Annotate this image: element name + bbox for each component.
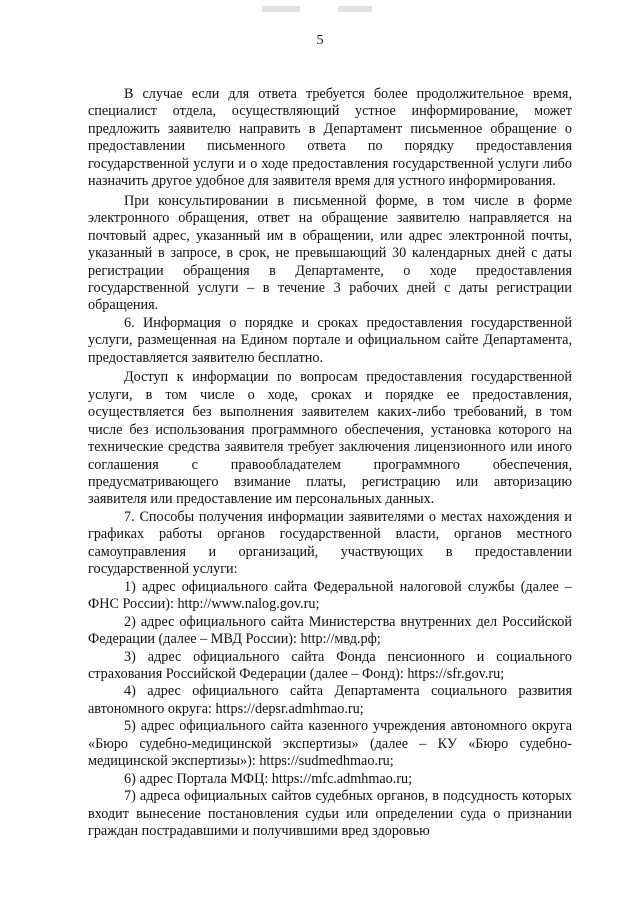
list-item-depsr: 4) адрес официального сайта Департамента социального развития автономного округа: https://depsr.admhmao.ru; xyxy=(88,683,572,717)
list-item-fns: 1) адрес официального сайта Федеральной налоговой службы (далее – ФНС России): http://www.nalog.gov.ru; xyxy=(88,578,572,613)
paragraph-access-to-info: Доступ к информации по вопросам предоставления государственной услуги, в том числе о ходе, сроках и порядке ее предоставления, осуществляется без выполнения заявителем каких-либо требований, в том числе без использования программного обеспечения, установка которого на технические средства заявителя требует заключения лицензионного или иного соглашения с правообладателем программного обеспечения, предусматривающего взимание платы, регистрацию или авторизацию заявителя или предоставление им персональных данных. xyxy=(88,369,572,508)
scan-artifact xyxy=(262,6,300,12)
document-body xyxy=(88,86,572,840)
paragraph-written-consultation: При консультировании в письменной форме, в том числе в форме электронного обращения, ответ на обращение заявителю направляется на почтовый адрес, указанный им в обращении, или адрес электронной почты, указанный в запросе, в срок, не превышающий 30 календарных дней с даты регистрации обращения в Департаменте, о ходе предоставления государственной услуги – в течение 3 рабочих дней с даты регистрации обращения. xyxy=(88,192,572,314)
paragraph-item-6: 6. Информация о порядке и сроках предоставления государственной услуги, размещенная на Едином портале и официальном сайте Департамента, предоставляется заявителю бесплатно. xyxy=(88,314,572,366)
list-item-mfc: 6) адрес Портала МФЦ: https://mfc.admhmao.ru; xyxy=(124,770,413,787)
list-item-mvd: 2) адрес официального сайта Министерства внутренних дел Российской Федерации (далее – МВД России): http://мвд.рф; xyxy=(88,613,572,648)
list-item-fund: 3) адрес официального сайта Фонда пенсионного и социального страхования Российской Федерации (далее – Фонд): https://sfr.gov.ru; xyxy=(88,648,572,682)
paragraph-oral-info-extension: В случае если для ответа требуется более продолжительное время, специалист отдела, осуществляющий устное информирование, может предложить заявителю направить в Департамент письменное обращение о предоставлении письменного ответа по порядку предоставления государственной услуги и о ходе предоставления государственной услуги либо назначить другое удобное для заявителя время для устного информирования. xyxy=(88,86,572,190)
paragraph-item-7: 7. Способы получения информации заявителями о местах нахождения и графиках работы органов государственной власти, органов местного самоуправления и организаций, участвующих в предоставлении государственной услуги: xyxy=(88,508,572,578)
scan-artifact xyxy=(338,6,372,12)
list-item-sudmed: 5) адрес официального сайта казенного учреждения автономного округа «Бюро судебно-медицинской экспертизы» (далее – КУ «Бюро судебно-медицинской экспертизы»): https://sudmedhmao.ru; xyxy=(88,718,572,770)
page-number: 5 xyxy=(316,33,324,48)
list-item-courts: 7) адреса официальных сайтов судебных органов, в подсудность которых входит вынесение постановления судьи или определении суда о признании граждан пострадавшими и получившими вред здоровью xyxy=(88,788,572,840)
